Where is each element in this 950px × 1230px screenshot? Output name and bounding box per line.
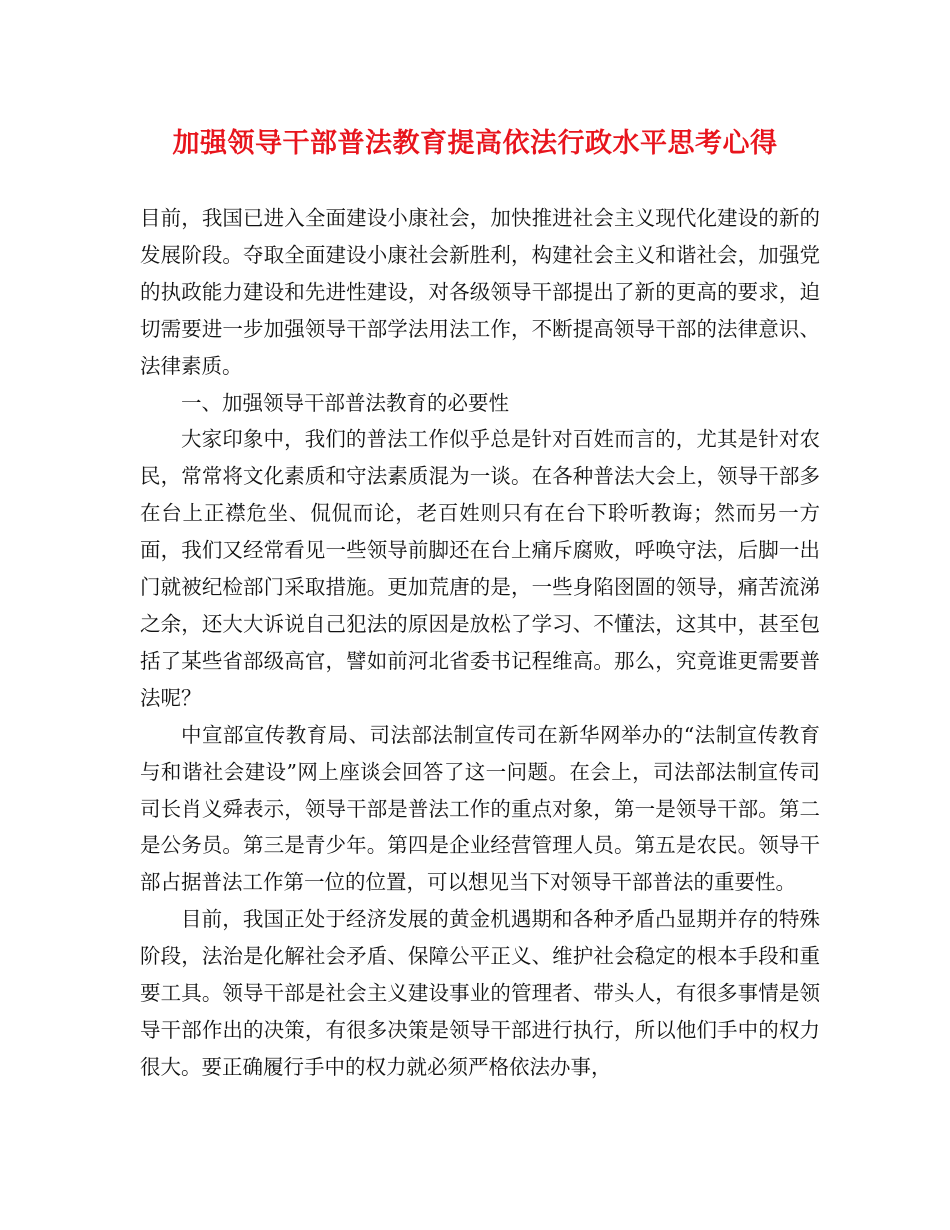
- paragraph-intro: 目前，我国已进入全面建设小康社会，加快推进社会主义现代化建设的新的发展阶段。夺取全面建设小康社会新胜利，构建社会主义和谐社会，加强党的执政能力建设和先进性建设，对各级领导干部提出了新的更高的要求，迫切需要进一步加强领导干部学法用法工作，不断提高领导干部的法律意识、法律素质。: [140, 206, 820, 378]
- document-body: [140, 200, 820, 1086]
- section-heading-necessity: 一、加强领导干部普法教育的必要性: [181, 390, 509, 415]
- paragraph-symposium: 中宣部宣传教育局、司法部法制宣传司在新华网举办的“法制宣传教育与和谐社会建设”网上座谈会回答了这一问题。在会上，司法部法制宣传司司长肖义舜表示，领导干部是普法工作的重点对象，第一是领导干部。第二是公务员。第三是青少年。第四是企业经营管理人员。第五是农民。领导干部占据普法工作第一位的位置，可以想见当下对领导干部普法的重要性。: [140, 722, 820, 895]
- document-title: 加强领导干部普法教育提高依法行政水平思考心得: [172, 128, 778, 159]
- paragraph-impression: 大家印象中，我们的普法工作似乎总是针对百姓而言的，尤其是针对农民，常常将文化素质和守法素质混为一谈。在各种普法大会上，领导干部多在台上正襟危坐、侃侃而论，老百姓则只有在台下聆听教诲；然而另一方面，我们又经常看见一些领导前脚还在台上痛斥腐败，呼唤守法，后脚一出门就被纪检部门采取措施。更加荒唐的是，一些身陷囹圄的领导，痛苦流涕之余，还大大诉说自己犯法的原因是放松了学习、不懂法，这其中，甚至包括了某些省部级高官，譬如前河北省委书记程维高。那么，究竟谁更需要普法呢？: [140, 427, 820, 710]
- paragraph-current-stage: 目前，我国正处于经济发展的黄金机遇期和各种矛盾凸显期并存的特殊阶段，法治是化解社会矛盾、保障公平正义、维护社会稳定的根本手段和重要工具。领导干部是社会主义建设事业的管理者、带头人，有很多事情是领导干部作出的决策，有很多决策是领导干部进行执行，所以他们手中的权力很大。要正确履行手中的权力就必须严格依法办事，: [140, 907, 820, 1079]
